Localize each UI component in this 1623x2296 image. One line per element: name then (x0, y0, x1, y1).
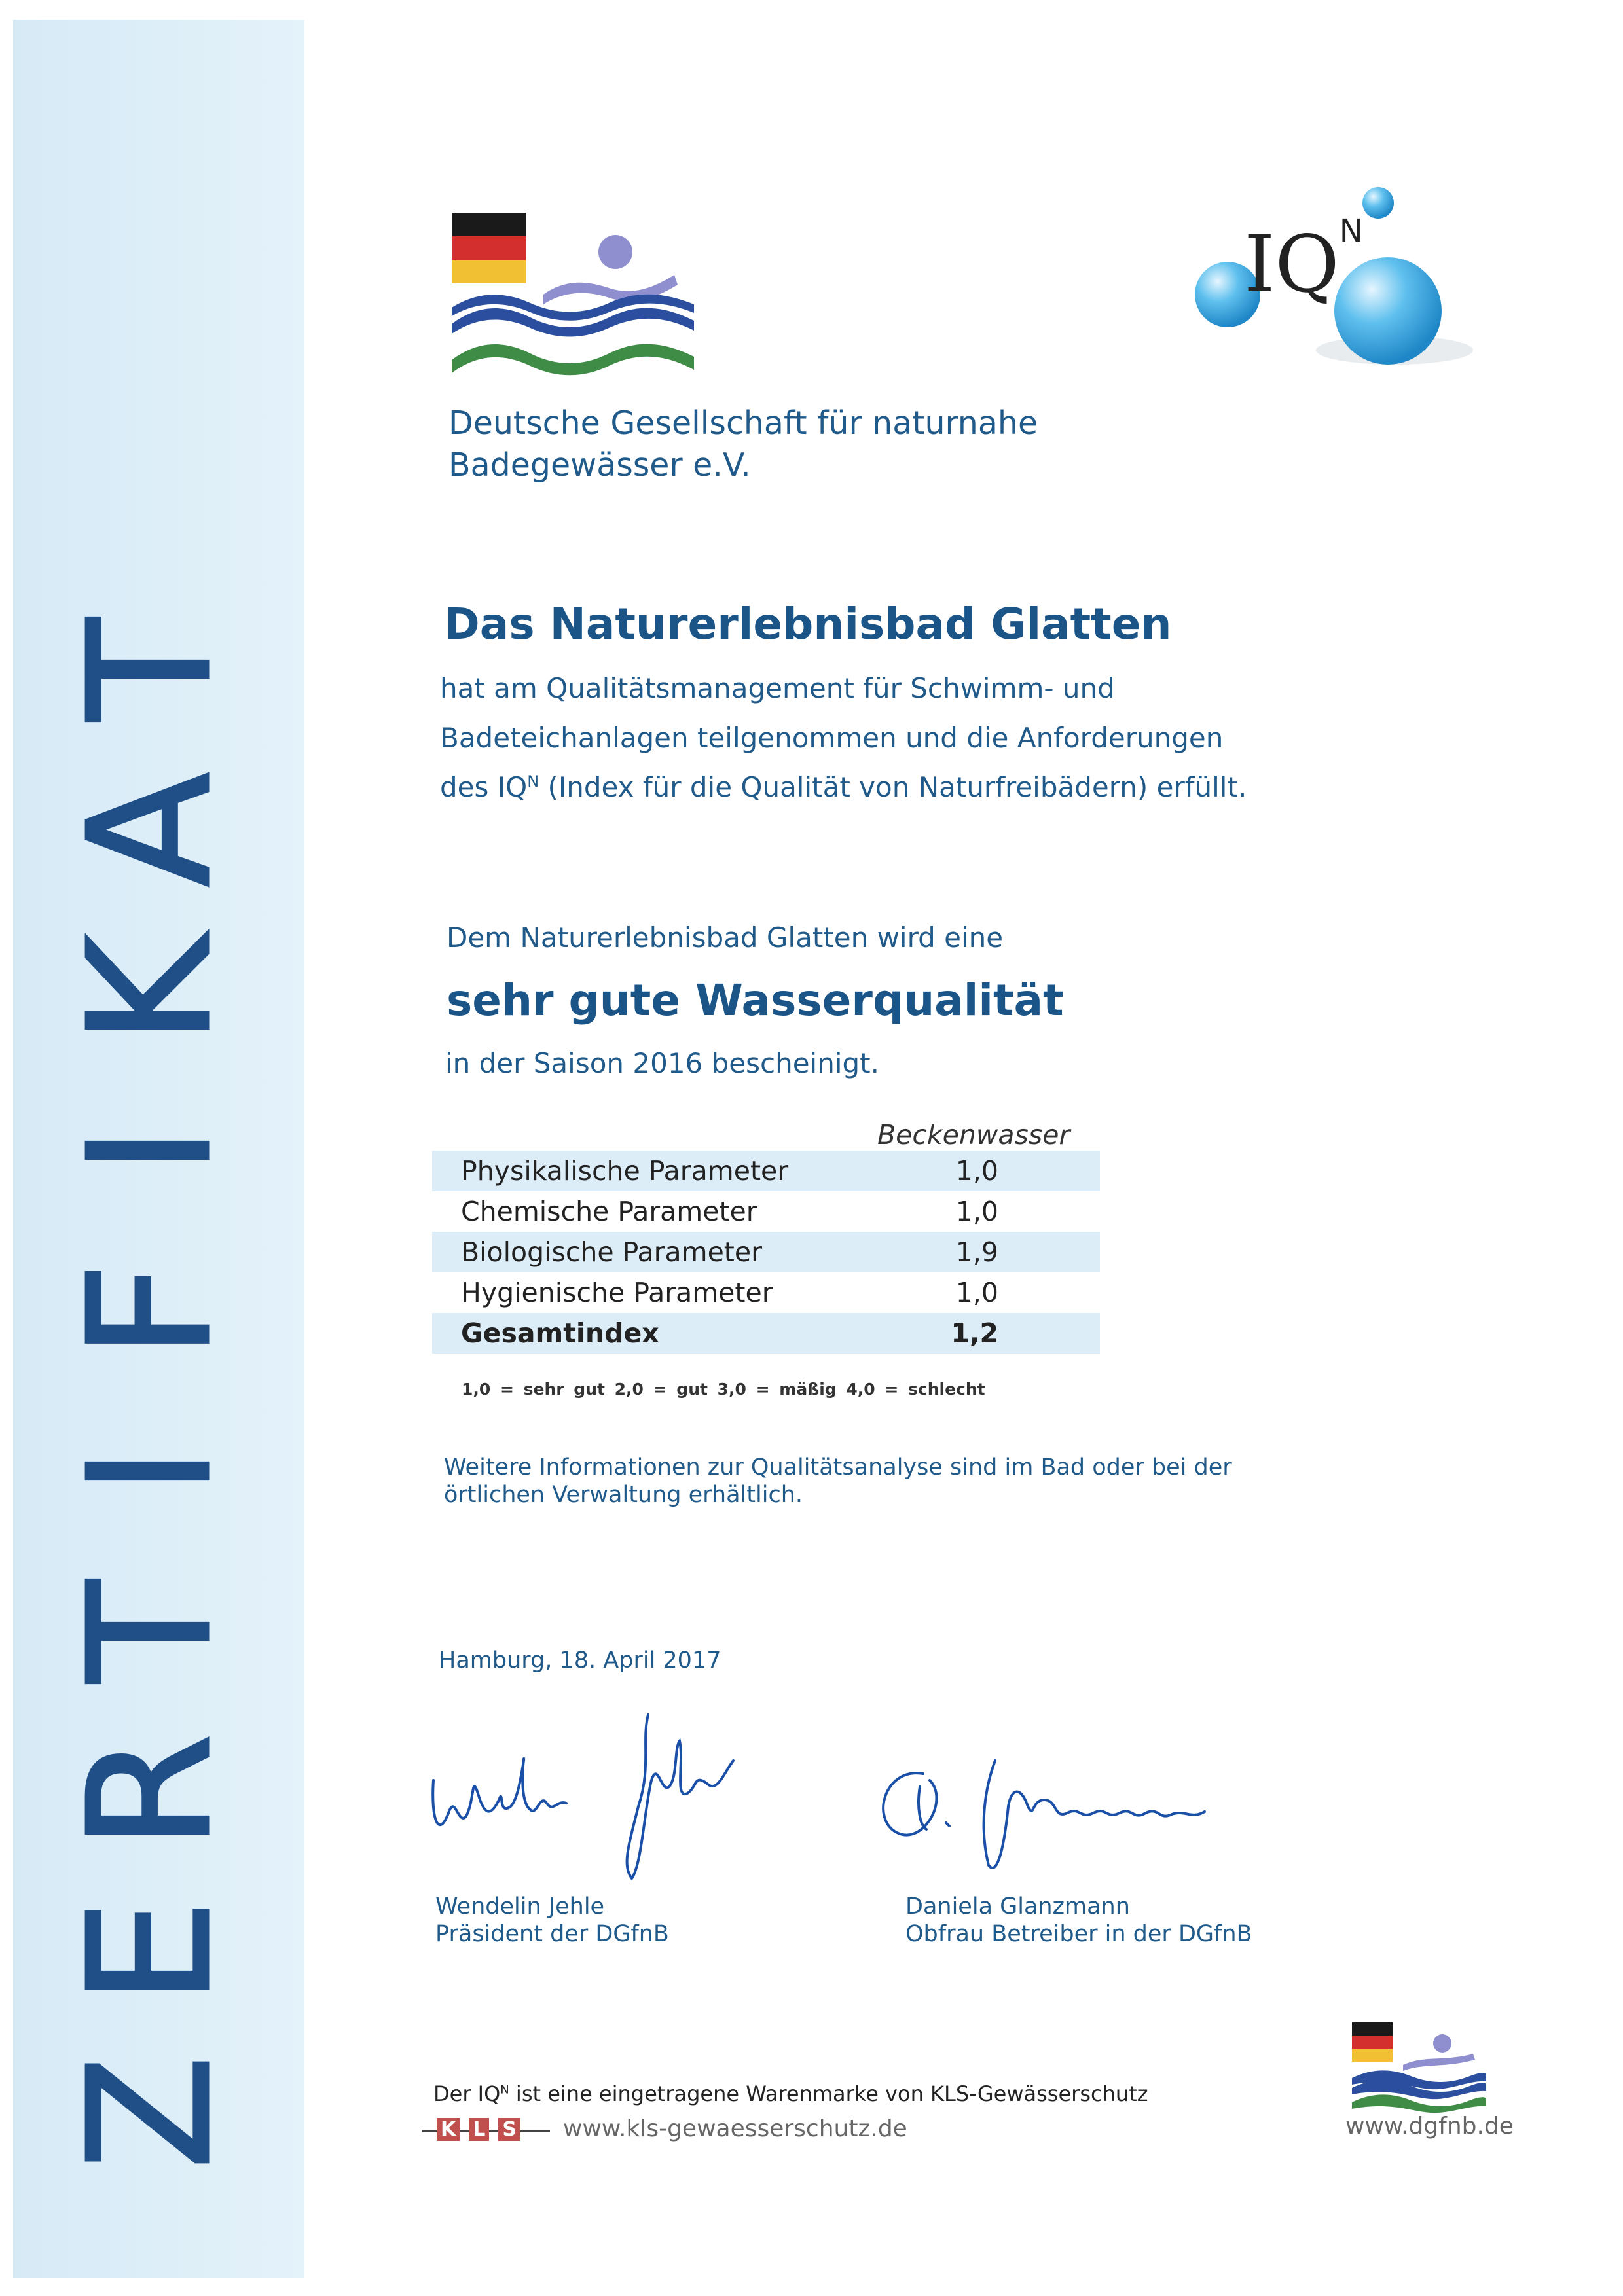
dgfnb-logo (452, 213, 707, 380)
trademark-post: ist eine eingetragene Warenmarke von KLS-Gewässerschutz (509, 2081, 1148, 2106)
intro-line-3 (440, 771, 1247, 803)
trademark-sup: N (500, 2083, 509, 2097)
sidebar-letter: T (53, 618, 248, 721)
info-line-2: örtlichen Verwaltung erhältlich. (444, 1482, 803, 1508)
org-name (448, 403, 1038, 486)
row-value: 1,2 (903, 1313, 1100, 1354)
table-row (432, 1272, 1100, 1313)
parameter-table (432, 1151, 1100, 1354)
table-row (432, 1232, 1100, 1272)
table-column-header: Beckenwasser (877, 1119, 1070, 1151)
result-season: in der Saison 2016 bescheinigt. (445, 1047, 879, 1079)
row-label: Chemische Parameter (461, 1196, 757, 1227)
sidebar-letter: T (53, 1580, 248, 1683)
intro-line-3-pre: des IQ (440, 771, 528, 803)
facility-name: Das Naturerlebnisbad Glatten (444, 599, 1172, 649)
row-label: Hygienische Parameter (461, 1277, 773, 1308)
kls-logo: K L S (422, 2118, 550, 2145)
dgfnb-url[interactable]: www.dgfnb.de (1345, 2113, 1514, 2140)
sidebar-letter: F (53, 1263, 248, 1359)
signature-left (426, 1702, 766, 1898)
org-name-line2: Badegewässer e.V. (448, 446, 751, 484)
signature-right (871, 1748, 1237, 1892)
signatory-2-role: Obfrau Betreiber in der DGfnB (905, 1921, 1252, 1947)
signatory-2-name: Daniela Glanzmann (905, 1893, 1130, 1920)
kls-url[interactable]: www.kls-gewaesserschutz.de (563, 2115, 907, 2142)
signatory-1-role: Präsident der DGfnB (435, 1921, 669, 1947)
intro-line-2: Badeteichanlagen teilgenommen und die Anforderungen (440, 722, 1224, 754)
table-row (432, 1151, 1100, 1191)
info-line-1: Weitere Informationen zur Qualitätsanalyse sind im Bad oder bei der (444, 1454, 1232, 1480)
row-value: 1,9 (903, 1232, 1100, 1272)
table-row (432, 1191, 1100, 1232)
trademark-note (433, 2081, 1148, 2106)
sidebar-letter: E (53, 1899, 248, 2005)
rating-legend: 1,0 = sehr gut 2,0 = gut 3,0 = mäßig 4,0 = schlecht (462, 1380, 985, 1399)
sidebar-title (52, 589, 249, 2193)
intro-line-3-sup: N (527, 772, 539, 791)
intro-line-1: hat am Qualitätsmanagement für Schwimm- und (440, 672, 1115, 704)
sidebar-letter: R (53, 1733, 248, 1850)
row-value: 1,0 (955, 1277, 998, 1308)
sidebar-letter: K (53, 935, 248, 1045)
table-row-total (432, 1313, 1100, 1354)
org-name-line1: Deutsche Gesellschaft für naturnahe (448, 404, 1038, 442)
place-date: Hamburg, 18. April 2017 (439, 1647, 721, 1674)
sidebar-letter: I (53, 1125, 248, 1175)
intro-line-3-post: (Index für die Qualität von Naturfreibädern) erfüllt. (539, 771, 1247, 803)
result-lead: Dem Naturerlebnisbad Glatten wird eine (447, 922, 1004, 954)
row-label: Gesamtindex (432, 1313, 903, 1354)
row-label: Physikalische Parameter (432, 1151, 903, 1191)
row-value: 1,0 (955, 1196, 998, 1227)
trademark-pre: Der IQ (433, 2081, 501, 2106)
result-rating: sehr gute Wasserqualität (447, 975, 1064, 1026)
iqn-logo-sup: N (1339, 213, 1363, 249)
iqn-logo-text: IQ (1244, 219, 1340, 310)
signatory-1-name: Wendelin Jehle (435, 1893, 605, 1920)
sidebar-letter: Z (53, 2055, 248, 2170)
sidebar-letter: I (53, 1446, 248, 1496)
iqn-logo (1178, 177, 1493, 386)
dgfnb-logo-small (1352, 2022, 1493, 2114)
sidebar-letter: A (53, 772, 248, 887)
row-value: 1,0 (903, 1151, 1100, 1191)
row-label: Biologische Parameter (432, 1232, 903, 1272)
